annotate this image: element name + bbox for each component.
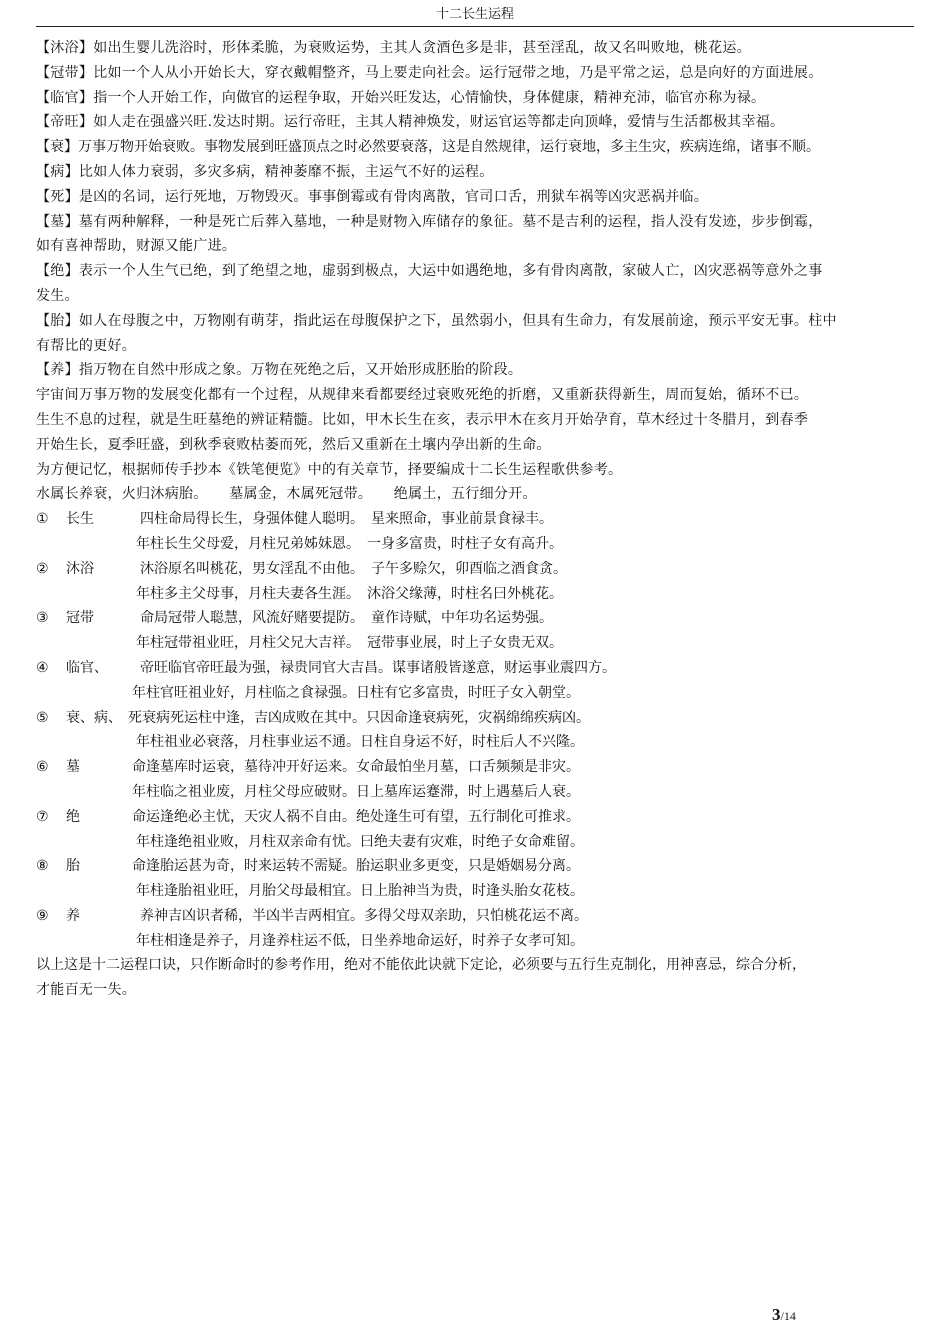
paragraph-line: 【帝旺】如人走在强盛兴旺.发达时期。运行帝旺，主其人精神焕发，财运官运等都走向顶峰，爱情与生活都极其幸福。 <box>36 114 785 131</box>
verse-name: 冠带 <box>66 610 94 627</box>
verse-text: 年柱冠带祖业旺，月柱父兄大吉祥。 冠带事业展，时上子女贵无双。 <box>136 635 563 652</box>
verse-text: 年柱相逢是养子，月逢养柱运不低，日坐养地命运好，时养子女孝可知。 <box>136 932 584 949</box>
verse-text: 帝旺临官帝旺最为强，禄贵同官大吉昌。谋事诸般皆遂意，财运事业震四方。 <box>140 659 616 676</box>
verse-line <box>36 557 916 582</box>
verse-text: 四柱命局得长生，身强体健人聪明。 星来照命，事业前景食禄丰。 <box>140 511 553 528</box>
paragraph-line: 【临官】指一个人开始工作，向做官的运程争取，开始兴旺发达，心情愉快，身体健康，精神充沛，临官亦称为禄。 <box>36 89 766 106</box>
verse-number: ③ <box>36 610 49 627</box>
verse-text: 年柱逢绝祖业败，月柱双亲命有忧。曰绝夫妻有灾难，时绝子女命难留。 <box>136 833 584 850</box>
paragraph-line: 开始生长，夏季旺盛，到秋季衰败枯萎而死，然后又重新在土壤内孕出新的生命。 <box>36 436 551 453</box>
verse-line <box>36 532 916 557</box>
verse-line <box>36 606 916 631</box>
paragraph-line: 【绝】表示一个人生气已绝，到了绝望之地，虚弱到极点，大运中如遇绝地，多有骨肉离散，家破人亡，凶灾恶祸等意外之事 <box>36 263 823 280</box>
verse-text: 沐浴原名叫桃花，男女淫乱不由他。 子午多赊欠，卯酉临之酒食贪。 <box>140 560 567 577</box>
paragraph-line: 如有喜神帮助，财源又能广进。 <box>36 238 237 255</box>
verse-text: 命运逢绝必主忧，天灾人祸不自由。绝处逢生可有望，五行制化可推求。 <box>132 808 580 825</box>
verse-name: 胎 <box>66 858 80 875</box>
paragraph-line: 以上这是十二运程口诀，只作断命时的参考作用，绝对不能依此诀就下定论，必须要与五行生克制化，用神喜忌，综合分析， <box>36 957 806 974</box>
verse-name: 养 <box>66 907 80 924</box>
verse-line <box>36 929 916 954</box>
paragraph-line: 发生。 <box>36 287 79 304</box>
verse-text: 年柱祖业必衰落，月柱事业运不通。日柱自身运不好，时柱后人不兴隆。 <box>136 734 584 751</box>
verse-line <box>36 706 916 731</box>
paragraph-line: 【养】指万物在自然中形成之象。万物在死绝之后，又开始形成胚胎的阶段。 <box>36 362 523 379</box>
verse-name: 衰、病、 <box>66 709 122 726</box>
verse-line <box>36 730 916 755</box>
page-title: 十二长生运程 <box>435 7 514 22</box>
verse-name: 长生 <box>66 511 94 528</box>
verse-line <box>36 681 916 706</box>
page-separator: / <box>780 1309 784 1323</box>
verse-number: ⑨ <box>36 907 49 924</box>
verse-line <box>36 904 916 929</box>
verse-number: ⑧ <box>36 858 49 875</box>
verse-line <box>36 830 916 855</box>
verse-text: 养神吉凶识者稀，半凶半吉两相宜。多得父母双亲助，只怕桃花运不离。 <box>140 907 588 924</box>
page-total: 14 <box>783 1309 796 1323</box>
verse-line <box>36 582 916 607</box>
verse-text: 年柱官旺祖业好，月柱临之食禄强。日柱有它多富贵，时旺子女入朝堂。 <box>132 684 580 701</box>
paragraph-line: 【病】比如人体力衰弱，多灾多病，精神萎靡不振，主运气不好的运程。 <box>36 163 494 180</box>
verse-text: 命逢胎运甚为奇，时来运转不需疑。胎运职业多更变，只是婚姻易分离。 <box>132 858 580 875</box>
paragraph-line: 【墓】墓有两种解释，一种是死亡后葬入墓地，一种是财物入库储存的象征。墓不是吉利的运程，指人没有发迹，步步倒霉， <box>36 213 823 230</box>
verse-name: 墓 <box>66 759 80 776</box>
paragraph-line: 有帮比的更好。 <box>36 337 137 354</box>
verse-text: 死衰病死运柱中逢，吉凶成败在其中。只因命逢衰病死，灾祸绵绵疾病凶。 <box>128 709 590 726</box>
verse-text: 年柱逢胎祖业旺，月胎父母最相宜。日上胎神当为贵，时逢头胎女花枝。 <box>136 883 584 900</box>
paragraph-line: 生生不息的过程，就是生旺墓绝的辨证精髓。比如，甲木长生在亥，表示甲木在亥月开始孕育，草木经过十冬腊月，到春季 <box>36 411 809 428</box>
verse-number: ② <box>36 560 49 577</box>
verse-number: ① <box>36 511 49 528</box>
page-number <box>772 1305 796 1325</box>
verse-name: 绝 <box>66 808 80 825</box>
verse-number: ⑦ <box>36 808 49 825</box>
verse-text: 年柱临之祖业废，月柱父母应破财。日上墓库运蹇滞，时上遇墓后人衰。 <box>132 783 580 800</box>
verse-line <box>36 755 916 780</box>
paragraph-line: 【死】是凶的名词，运行死地，万物毁灭。事事倒霉或有骨肉离散，官司口舌，刑狱车祸等凶灾恶祸并临。 <box>36 188 709 205</box>
verse-line <box>36 879 916 904</box>
paragraph-line: 【冠带】比如一个人从小开始长大，穿衣戴帽整齐，马上要走向社会。运行冠带之地，乃是平常之运，总是向好的方面进展。 <box>36 64 823 81</box>
verse-text: 命局冠带人聪慧，风流好赌要提防。 童作诗赋，中年功名运势强。 <box>140 610 553 627</box>
verse-text: 年柱多主父母事，月柱夫妻各生涯。 沐浴父缘薄，时柱名曰外桃花。 <box>136 585 563 602</box>
page-header <box>36 4 914 27</box>
verse-line <box>36 631 916 656</box>
paragraph-line: 宇宙间万事万物的发展变化都有一个过程，从规律来看都要经过衰败死绝的折磨，又重新获得新生，周而复始，循环不已。 <box>36 387 809 404</box>
paragraph-line: 【衰】万事万物开始衰败。事物发展到旺盛顶点之时必然要衰落，这是自然规律，运行衰地，多主生灾，疾病连绵，诸事不顺。 <box>36 139 820 156</box>
verse-line <box>36 805 916 830</box>
verse-line <box>36 656 916 681</box>
verse-line <box>36 854 916 879</box>
verse-line <box>36 507 916 532</box>
verse-name: 沐浴 <box>66 560 94 577</box>
verse-number: ④ <box>36 659 49 676</box>
paragraph-line: 水属长养衰，火归沐病胎。 墓属金，木属死冠带。 绝属土，五行细分开。 <box>36 486 537 503</box>
paragraph-line: 【胎】如人在母腹之中，万物刚有萌芽，指此运在母腹保护之下，虽然弱小，但具有生命力，有发展前途，预示平安无事。柱中 <box>36 312 837 329</box>
document-body <box>36 36 916 1003</box>
paragraph-line: 才能百无一失。 <box>36 982 137 999</box>
verse-text: 年柱长生父母爱，月柱兄弟姊妹恩。 一身多富贵，时柱子女有高升。 <box>136 535 563 552</box>
paragraph-line: 【沐浴】如出生婴儿洗浴时，形体柔脆，为衰败运势，主其人贪酒色多是非，甚至淫乱，故又名叫败地，桃花运。 <box>36 40 751 56</box>
verse-number: ⑤ <box>36 709 49 726</box>
verse-line <box>36 780 916 805</box>
verse-name: 临官、 <box>66 659 108 676</box>
verse-text: 命逢墓库时运衰，墓待冲开好运来。女命最怕坐月墓，口舌频频是非灾。 <box>132 759 580 776</box>
page-current: 3 <box>772 1305 781 1324</box>
paragraph-line: 为方便记忆，根据师传手抄本《铁笔便览》中的有关章节，择要编成十二长生运程歌供参考。 <box>36 461 623 478</box>
verse-number: ⑥ <box>36 759 49 776</box>
